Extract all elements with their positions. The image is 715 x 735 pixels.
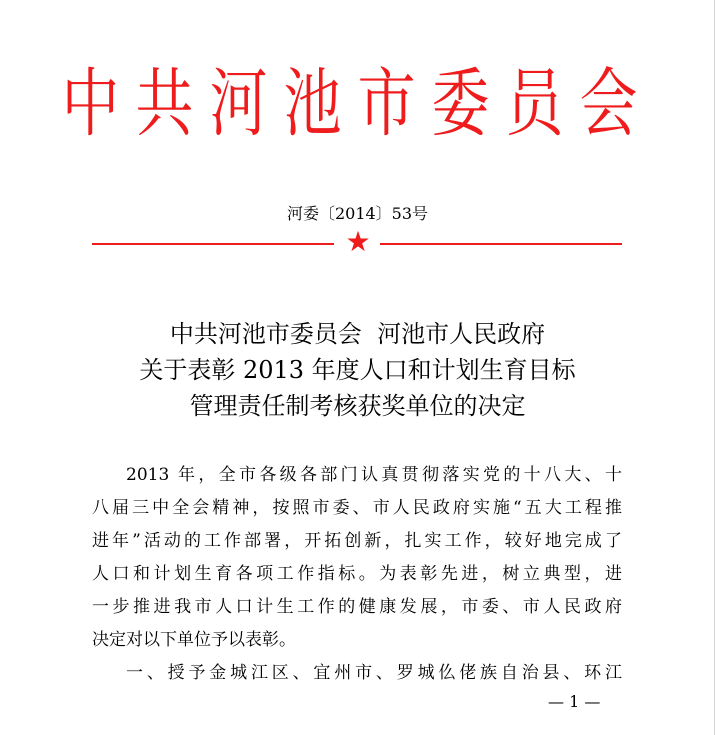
body-line: 2013 年，全市各级各部门认真贯彻落实党的十八大、十 [126,465,622,485]
body-line: 一、授予金城江区、宜州市、罗城仫佬族自治县、环江 [126,663,622,683]
title-line-3: 管理责任制考核获奖单位的决定 [189,392,526,420]
body-line: 决定对以下单位予以表彰。 [92,630,296,650]
title-line-1: 中共河池市委员会 河池市人民政府 [169,320,546,348]
body-line: 进年”活动的工作部署，开拓创新，扎实工作，较好地完成了 [92,531,622,551]
body-line: 人口和计划生育各项工作指标。为表彰先进，树立典型，进 [92,564,622,584]
red-divider-left [92,243,334,245]
title-line-2: 关于表彰 2013 年度人口和计划生育目标 [139,356,576,384]
document-number: 河委〔2014〕53号 [286,204,429,223]
organization-masthead: 中共河池市委员会 [61,59,654,147]
page-number: — 1 — [548,692,601,711]
document-body [92,459,622,690]
red-star-icon: ★ [345,225,371,258]
red-divider-right [380,243,622,245]
body-line: 一步推进我市人口计生工作的健康发展，市委、市人民政府 [92,597,622,617]
body-line: 八届三中全会精神，按照市委、市人民政府实施“五大工程推 [92,498,622,518]
document-title [0,316,715,424]
